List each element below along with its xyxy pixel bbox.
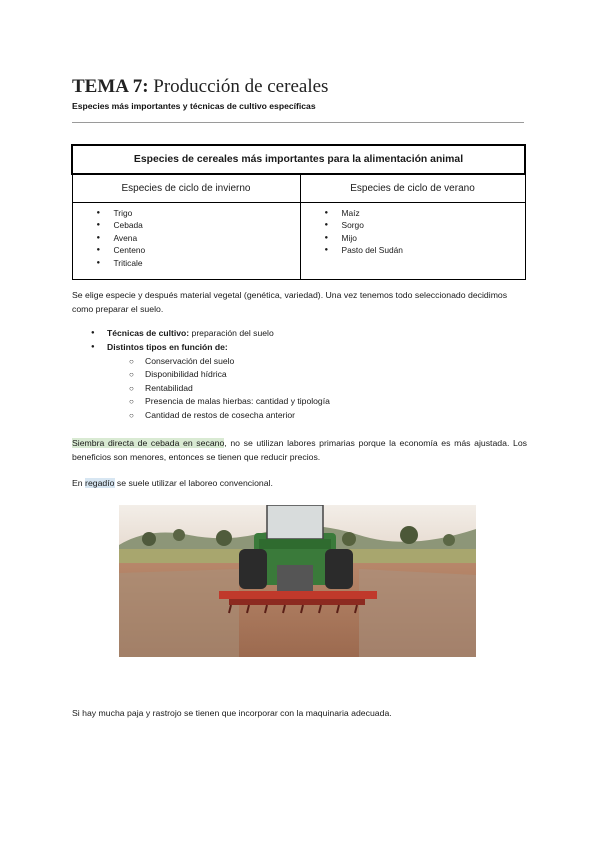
list-item: ● Triticale: [73, 257, 300, 269]
horizontal-rule: [72, 122, 524, 123]
highlight-irrigation: regadío: [85, 478, 115, 488]
summer-species-list: [301, 207, 525, 257]
list-item: ● Mijo: [301, 232, 525, 244]
highlight-direct-seeding: Siembra directa de cebada en secano: [72, 438, 225, 448]
winter-species-list: [73, 207, 300, 269]
bullet-types: ● Distintos tipos en función de:: [107, 341, 228, 354]
factor-item: ○ Conservación del suelo: [145, 355, 234, 368]
factor-item: ○ Cantidad de restos de cosecha anterior: [145, 409, 295, 422]
list-item: ● Maíz: [301, 207, 525, 219]
winter-column-header: Especies de ciclo de invierno: [72, 174, 300, 203]
irrigation-paragraph: En regadío se suele utilizar el laboreo convencional.: [72, 478, 273, 488]
page-subtitle: Especies más importantes y técnicas de cultivo específicas: [72, 101, 316, 111]
list-item: ● Cebada: [73, 219, 300, 231]
summer-species-cell: [300, 203, 525, 280]
factor-item: ○ Presencia de malas hierbas: cantidad y tipología: [145, 395, 330, 408]
page-title: TEMA 7: Producción de cereales: [72, 76, 329, 97]
intro-paragraph: Se elige especie y después material vegetal (genética, variedad). Una vez tenemos todo seleccionado decidimos como preparar el suelo.: [72, 290, 508, 314]
list-item: ● Avena: [73, 232, 300, 244]
list-item: ● Trigo: [73, 207, 300, 219]
factor-item: ○ Rentabilidad: [145, 382, 193, 395]
species-table: [71, 144, 526, 280]
tractor-tillage-photo: [119, 505, 476, 657]
factor-item: ○ Disponibilidad hídrica: [145, 368, 227, 381]
summer-column-header: Especies de ciclo de verano: [300, 174, 525, 203]
list-item: ● Pasto del Sudán: [301, 244, 525, 256]
closing-paragraph: Si hay mucha paja y rastrojo se tienen que incorporar con la maquinaria adecuada.: [72, 708, 392, 718]
bullet-techniques: ● Técnicas de cultivo: preparación del suelo: [107, 327, 274, 340]
winter-species-cell: [72, 203, 300, 280]
list-item: ● Sorgo: [301, 219, 525, 231]
table-title: Especies de cereales más importantes para la alimentación animal: [72, 145, 525, 174]
direct-seeding-paragraph: Siembra directa de cebada en secano, no se utilizan labores primarias porque la economía es más ajustada. Los beneficios son menores, entonces se tienen que reducir precios.: [72, 438, 527, 462]
list-item: ● Centeno: [73, 244, 300, 256]
